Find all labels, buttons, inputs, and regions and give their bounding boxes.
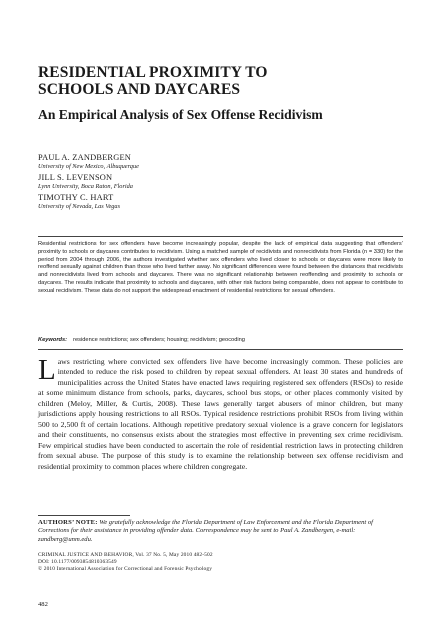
abstract-top-rule: [38, 236, 403, 237]
author-entry: [38, 173, 398, 190]
author-affiliation: Lynn University, Boca Raton, Florida: [38, 182, 133, 190]
footnote-rule: [38, 515, 130, 516]
keywords-line: [38, 337, 403, 345]
publication-footer: [38, 552, 403, 574]
article-title: [38, 64, 408, 98]
article-subtitle: An Empirical Analysis of Sex Offense Recidivism: [38, 107, 323, 122]
journal-citation: CRIMINAL JUSTICE AND BEHAVIOR, Vol. 37 No. 5, May 2010 482-502: [38, 552, 213, 558]
body-paragraph: [38, 354, 403, 472]
abstract-text: Residential restrictions for sex offenders have become increasingly popular, despite the lack of empirical data suggesting that offenders’ proximity to schools or daycares contributes to recidivism. Using a matched sample of recidivists and nonrecidivists from Florida (n = 330) for the period from 2004 through 2006, the authors investigated whether sex offenders who lived closer to schools or daycares were more likely to reoffend sexually against children than those who lived farther away. No significant differences were found between the distances that recidivists and nonrecidivists lived from schools and daycares. There was no significant relationship between reoffending and proximity to schools or daycares. The results indicate that proximity to schools and daycares, with other risk factors being comparable, does not appear to contribute to sexual recidivism. These data do not support the widespread enactment of residential restrictions for sexual offenders.: [38, 241, 403, 294]
author-name: JILL S. LEVENSON: [38, 173, 113, 182]
body-paragraph-text: aws restricting where convicted sex offenders live have become increasingly common. These policies are intended to reduce the risk posed to children by repeat sexual offenders. At least 30 states and hundreds of municipalities across the United States have enacted laws requiring registered sex offenders (RSOs) to reside at some minimum distance from schools, parks, daycares, school bus stops, or other places commonly visited by children (Meloy, Miller, & Curtis, 2008). These laws generally target abusers of minor children, but many jurisdictions apply housing restrictions to all RSOs. Typical residence restrictions prohibit RSOs from living within 500 to 2,500 ft of certain locations. Although repetitive predatory sexual violence is a grave concern for legislators and their constituents, no consensus exists about the strategies most effective in preventing sex crime recidivism. Few empirical studies have been conducted to ascertain the role of residential restriction laws in protecting children from sexual abuse. The purpose of this study is to examine the relationship between sex offense recidivism and residential proximity to common places where children congregate.: [38, 357, 403, 471]
author-list: [38, 153, 398, 213]
copyright-notice: © 2010 International Association for Correctional and Forensic Psychology: [38, 566, 213, 573]
author-name: PAUL A. ZANDBERGEN: [38, 153, 132, 162]
doi: DOI: 10.1177/0093854810363549: [38, 559, 117, 566]
page-number: 482: [38, 601, 48, 608]
author-entry: [38, 193, 398, 210]
keywords-text: residence restrictions; sex offenders; housing; recidivism; geocoding: [73, 337, 245, 343]
author-affiliation: University of Nevada, Las Vegas: [38, 202, 121, 210]
drop-cap: L: [38, 354, 56, 386]
article-title-line-1: RESIDENTIAL PROXIMITY TO: [38, 64, 268, 81]
author-name: TIMOTHY C. HART: [38, 193, 114, 202]
authors-note-text: We gratefully acknowledge the Florida Department of Law Enforcement and the Florida Department of Corrections for their assistance in providing offender data. Correspondence may be sent to Paul A. Zandbergen, e-mail: zandberg@unm.edu.: [38, 519, 373, 543]
abstract-bottom-rule: [38, 349, 403, 350]
article-title-line-2: SCHOOLS AND DAYCARES: [38, 81, 241, 98]
authors-note: [38, 519, 403, 544]
authors-note-label: AUTHORS’ NOTE:: [38, 519, 98, 526]
keywords-label: Keywords:: [38, 337, 68, 343]
author-affiliation: University of New Mexico, Albuquerque: [38, 162, 139, 170]
author-entry: [38, 153, 398, 170]
